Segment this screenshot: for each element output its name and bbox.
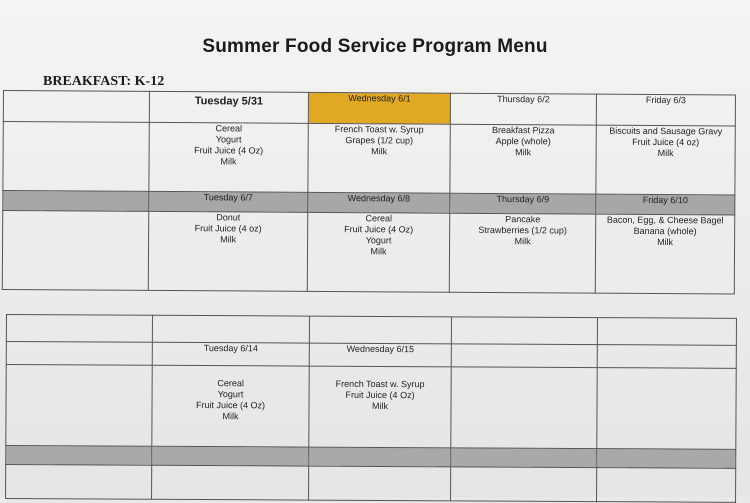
menu-item: Apple (whole) [495,136,551,147]
menu-cell [308,123,450,193]
day-header [597,345,736,369]
menu-item: Milk [220,156,237,167]
empty-cell [451,317,597,345]
menu-item: Milk [371,146,388,157]
day-header: Tuesday 6/7 [149,191,308,212]
menu-item: Yogurt [217,389,244,400]
day-header: Wednesday 6/15 [309,343,451,367]
menu-table-weeks-1-2 [2,90,736,294]
menu-item: Milk [515,147,532,158]
menu-item: Milk [514,236,531,247]
menu-cell [450,124,596,194]
day-header: Friday 6/3 [596,94,735,126]
menu-cell [595,214,734,294]
menu-item: Milk [370,246,387,257]
page-title: Summer Food Service Program Menu [202,36,548,57]
menu-item: Yogurt [215,134,242,145]
empty-cell [3,191,149,212]
menu-cell [307,212,449,292]
menu-item: Cereal [215,123,243,134]
menu-item: French Toast w. Syrup [334,124,424,135]
day-header: Thursday 6/9 [450,193,596,214]
empty-cell [3,91,149,123]
empty-cell [309,447,451,467]
menu-item: Yogurt [365,235,392,246]
menu-cell [309,366,451,448]
empty-cell [451,367,597,449]
menu-item: Bacon, Egg, & Cheese Bagel [606,214,724,226]
menu-item: Donut [216,212,241,223]
empty-cell [451,448,597,468]
day-header: Tuesday 6/14 [152,342,309,366]
menu-cell [596,125,735,195]
week2-items-row [2,211,734,294]
menu-item: French Toast w. Syrup [335,378,425,390]
empty-cell [451,467,597,502]
day-header [451,344,597,368]
menu-cell [148,211,307,291]
empty-cell [6,315,152,343]
empty-cell [6,465,152,500]
week1-items-row [3,122,735,195]
menu-cell [152,365,309,447]
empty-cell [309,466,451,501]
menu-cell [449,213,595,293]
menu-item: Milk [657,148,674,159]
empty-cell [3,122,149,192]
menu-item: Cereal [365,213,393,224]
empty-cell [6,342,152,366]
meal-subtitle: BREAKFAST: K-12 [43,74,165,89]
menu-item: Cereal [217,378,244,389]
menu-item: Fruit Juice (4 Oz) [345,389,415,401]
day-header: Thursday 6/2 [450,93,596,125]
menu-table-week-3 [5,314,737,503]
menu-item: Fruit Juice (4 Oz) [194,145,264,156]
menu-item: Milk [222,411,239,422]
menu-item: Fruit Juice (4 oz) [632,136,700,148]
empty-cell [6,446,152,466]
menu-item: Pancake [505,214,541,225]
day-header: Tuesday 5/31 [149,91,308,123]
empty-cell [597,468,736,503]
menu-item: Grapes (1/2 cup) [345,135,413,146]
menu-item: Banana (whole) [633,225,697,237]
menu-item: Fruit Juice (4 Oz) [344,224,414,235]
empty-cell [597,368,736,450]
empty-cell [597,318,736,346]
menu-item: Biscuits and Sausage Gravy [609,125,723,137]
day-header: Wednesday 6/8 [308,192,450,213]
menu-item: Milk [220,234,237,245]
day-header: Friday 6/10 [596,194,735,215]
menu-item: Fruit Juice (4 oz) [194,223,262,234]
empty-cell [309,316,451,344]
empty-cell [152,465,309,500]
menu-item: Breakfast Pizza [491,124,555,136]
menu-cell [149,122,308,192]
empty-cell [6,365,152,447]
week3-items-row [6,365,736,450]
week3-top-row [6,315,736,346]
menu-item: Milk [371,400,389,412]
day-header-highlighted: Wednesday 6/1 [308,92,450,124]
menu-item: Milk [657,236,674,248]
empty-cell [152,446,309,466]
week1-header-row [3,91,735,126]
empty-cell [2,211,148,291]
menu-item: Fruit Juice (4 Oz) [195,399,266,411]
empty-cell [597,449,736,469]
empty-cell [152,315,309,343]
menu-item: Strawberries (1/2 cup) [478,224,567,236]
